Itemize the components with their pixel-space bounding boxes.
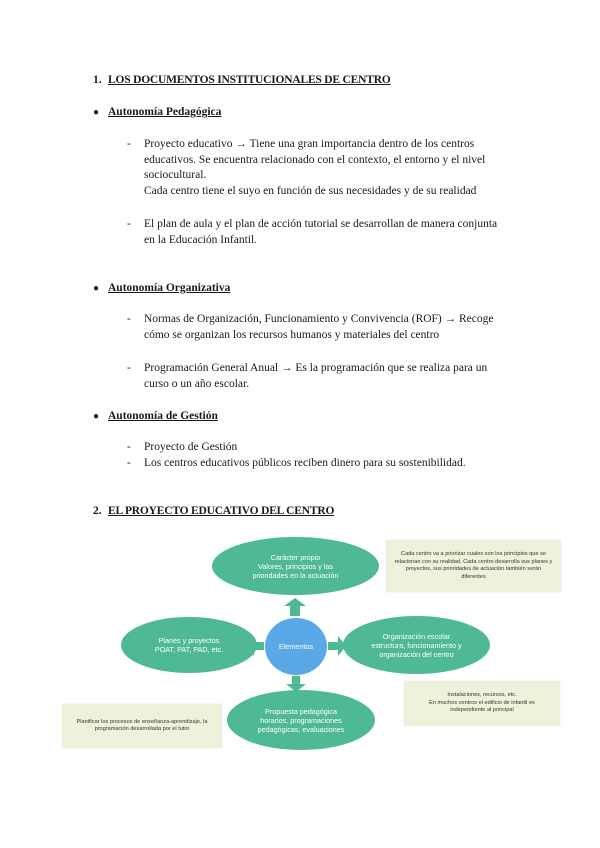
bullet-icon: ●	[93, 283, 100, 294]
arrow-up-icon	[284, 598, 306, 616]
dash-icon: -	[127, 138, 131, 150]
ellipse-elementos: Elementos	[265, 618, 327, 675]
ellipse-caracter-propio: Carácter propio Valores, principios y las prioridades en la actuación	[212, 537, 379, 595]
heading-organizativa: Autonomía Organizativa	[108, 282, 231, 294]
dash-icon: -	[127, 441, 131, 453]
section1-number: 1.	[93, 74, 102, 86]
dash-icon: -	[127, 362, 131, 374]
bullet-icon: ●	[93, 107, 100, 118]
heading-pedagogica: Autonomía Pedagógica	[108, 106, 222, 118]
list-item-rof: Normas de Organización, Funcionamiento y Convivencia (ROF) → Recoge cómo se organizan los recursos humanos y materiales del centro	[144, 313, 494, 341]
bullet-icon: ●	[93, 411, 100, 422]
dash-icon: -	[127, 457, 131, 469]
note-organizacion: Instalaciones, recursos, etc. En muchos centros el edificio de infantil es independiente al principal	[404, 681, 560, 726]
list-item-proyecto-educativo: Proyecto educativo → Tiene una gran importancia dentro de los centros educativos. Se encuentra relacionado con el contexto, el entorno y el nivel sociocultural. Cada centro tiene el suyo en función de sus necesidades y de su realidad	[144, 138, 486, 197]
note-caracter-propio: Cada centro va a priorizar cuales son los principios que se relacionan con su realidad. Cada centro desarrolla sus planes y proyectos, sus prioridades de actuación también serán diferentes	[386, 540, 561, 592]
heading-gestion: Autonomía de Gestión	[108, 410, 218, 422]
section2-number: 2.	[93, 505, 102, 517]
ellipse-planes-proyectos: Planes y proyectos POAT, PAT, PAD, etc.	[121, 617, 257, 673]
section1-title: LOS DOCUMENTOS INSTITUCIONALES DE CENTRO	[108, 74, 391, 86]
list-item-sostenibilidad: Los centros educativos públicos reciben dinero para su sostenibilidad.	[144, 457, 466, 469]
list-item-plan-aula: El plan de aula y el plan de acción tutorial se desarrollan de manera conjunta en la Educación Infantil.	[144, 218, 498, 246]
ellipse-propuesta-pedagogica: Propuesta pedagógica horarios, programaciones pedagógicas, evaluaciones	[227, 690, 375, 750]
list-item-pga: Programación General Anual → Es la programación que se realiza para un curso o un año escolar.	[144, 362, 488, 390]
ellipse-organizacion-escolar: Organización escolar estructura, funcionamiento y organización del centro	[343, 616, 490, 674]
dash-icon: -	[127, 218, 131, 230]
section2-title: EL PROYECTO EDUCATIVO DEL CENTRO	[108, 505, 335, 517]
list-item-proyecto-gestion: Proyecto de Gestión	[144, 441, 238, 453]
dash-icon: -	[127, 313, 131, 325]
note-propuesta: Planificar los procesos de enseñanza-aprendizaje, la programación desarrollada por el tutor	[62, 704, 222, 748]
